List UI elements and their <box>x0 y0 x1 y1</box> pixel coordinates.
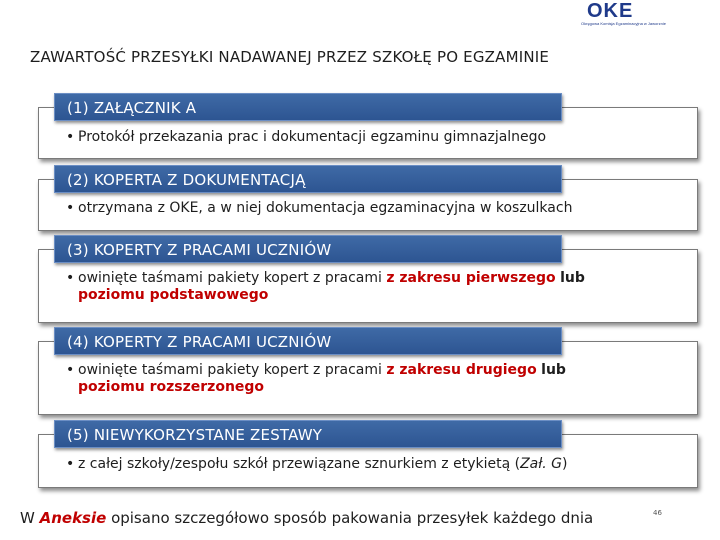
bullet-icon: • <box>66 200 75 216</box>
section-2-header: (2) KOPERTA Z DOKUMENTACJĄ <box>54 165 562 193</box>
section-5-item: • z całej szkoły/zespołu szkół przewiązane sznurkiem z etykietą (Zał. G) <box>66 456 568 472</box>
bullet-icon: • <box>66 456 75 472</box>
bullet-icon: • <box>66 270 75 286</box>
section-3-item: • owinięte taśmami pakiety kopert z pracami z zakresu pierwszego lub poziomu podstawowego <box>66 270 585 303</box>
section-5-header: (5) NIEWYKORZYSTANE ZESTAWY <box>54 420 562 448</box>
annex-link: Aneksie <box>39 509 107 527</box>
section-4-item: • owinięte taśmami pakiety kopert z pracami z zakresu drugiego lub poziomu rozszerzonego <box>66 362 566 395</box>
oke-logo <box>579 0 717 26</box>
page-number: 46 <box>653 509 662 517</box>
section-1-item: • Protokół przekazania prac i dokumentacji egzaminu gimnazjalnego <box>66 129 547 145</box>
bullet-icon: • <box>66 362 75 378</box>
section-4-header: (4) KOPERTY Z PRACAMI UCZNIÓW <box>54 327 562 355</box>
section-2-item: • otrzymana z OKE, a w niej dokumentacja egzaminacyjna w koszulkach <box>66 200 573 216</box>
section-3-header: (3) KOPERTY Z PRACAMI UCZNIÓW <box>54 235 562 263</box>
logo-mark: OKE <box>587 0 634 22</box>
page-title: ZAWARTOŚĆ PRZESYŁKI NADAWANEJ PRZEZ SZKOŁĘ PO EGZAMINIE <box>30 48 550 66</box>
footer-note: W Aneksie opisano szczegółowo sposób pakowania przesyłek każdego dnia <box>20 509 594 527</box>
bullet-icon: • <box>66 129 75 145</box>
section-1-header: (1) ZAŁĄCZNIK A <box>54 93 562 121</box>
logo-subtitle: Okręgowa Komisja Egzaminacyjna w Jaworznie <box>581 21 666 26</box>
